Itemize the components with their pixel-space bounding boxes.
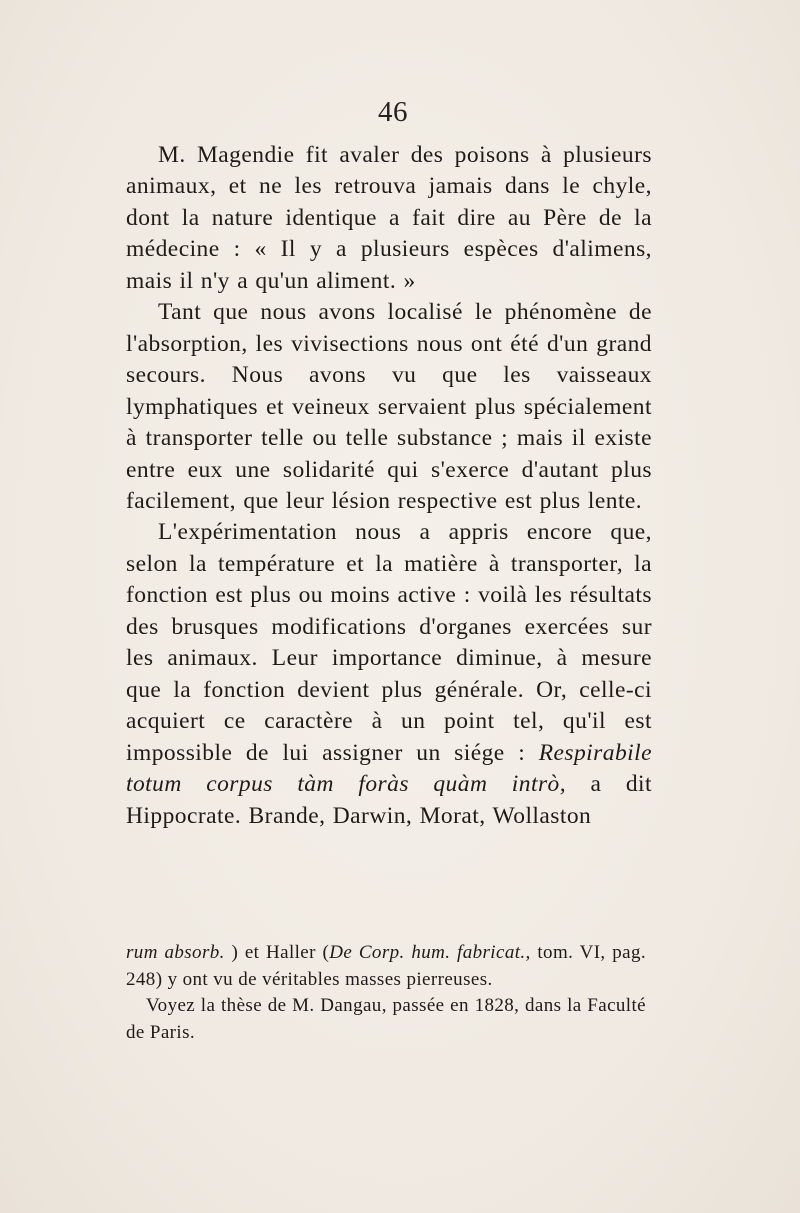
footnote-1-italic-a: rum absorb.: [126, 942, 225, 963]
paragraph-3-text-a: L'expérimentation nous a appris encore que, selon la température et la matière à transporter, la fonction est plus ou moins active : voilà les résultats des brusques modifications d'organes exercées sur les animaux. Leur importance diminue, à mesure que la fonction devient plus générale. Or, celle-ci acquiert ce caractère à un point tel, qu'il est impossible de lui assigner un siége :: [126, 519, 652, 766]
footnote-1: [126, 940, 646, 993]
paragraph-2: Tant que nous avons localisé le phénomène de l'absorption, les vivisections nous ont été d'un grand secours. Nous avons vu que les vaisseaux lymphatiques et veineux servaient plus spécialement à transporter telle ou telle substance ; mais il existe entre eux une solidarité qui s'exerce d'autant plus facilement, que leur lésion respective est plus lente.: [126, 299, 652, 514]
footnote-1-middle: ) et Haller (: [231, 942, 330, 963]
latin-quotation: Respirabile totum corpus tàm foràs quàm intrò,: [126, 739, 652, 798]
page-number: 46: [378, 96, 408, 128]
paragraph-3: [126, 517, 652, 832]
footnote-2: Voyez la thèse de M. Dangau, passée en 1828, dans la Faculté de Paris.: [126, 995, 646, 1043]
footnote-1-italic-b: De Corp. hum. fabricat.,: [329, 942, 531, 963]
footnote-block: [126, 940, 646, 1046]
main-text: [126, 140, 652, 832]
footnote-1-end: tom. VI, pag. 248) y ont vu de véritables masses pierreuses.: [126, 942, 646, 990]
paragraph-3-text-b: a dit Hippocrate. Brande, Darwin, Morat, Wollaston: [126, 771, 653, 829]
paragraph-1: M. Magendie fit avaler des poisons à plusieurs animaux, et ne les retrouva jamais dans le chyle, dont la nature identique a fait dire au Père de la médecine : « Il y a plusieurs espèces d'alimens, mais il n'y a qu'un aliment. »: [126, 142, 652, 294]
